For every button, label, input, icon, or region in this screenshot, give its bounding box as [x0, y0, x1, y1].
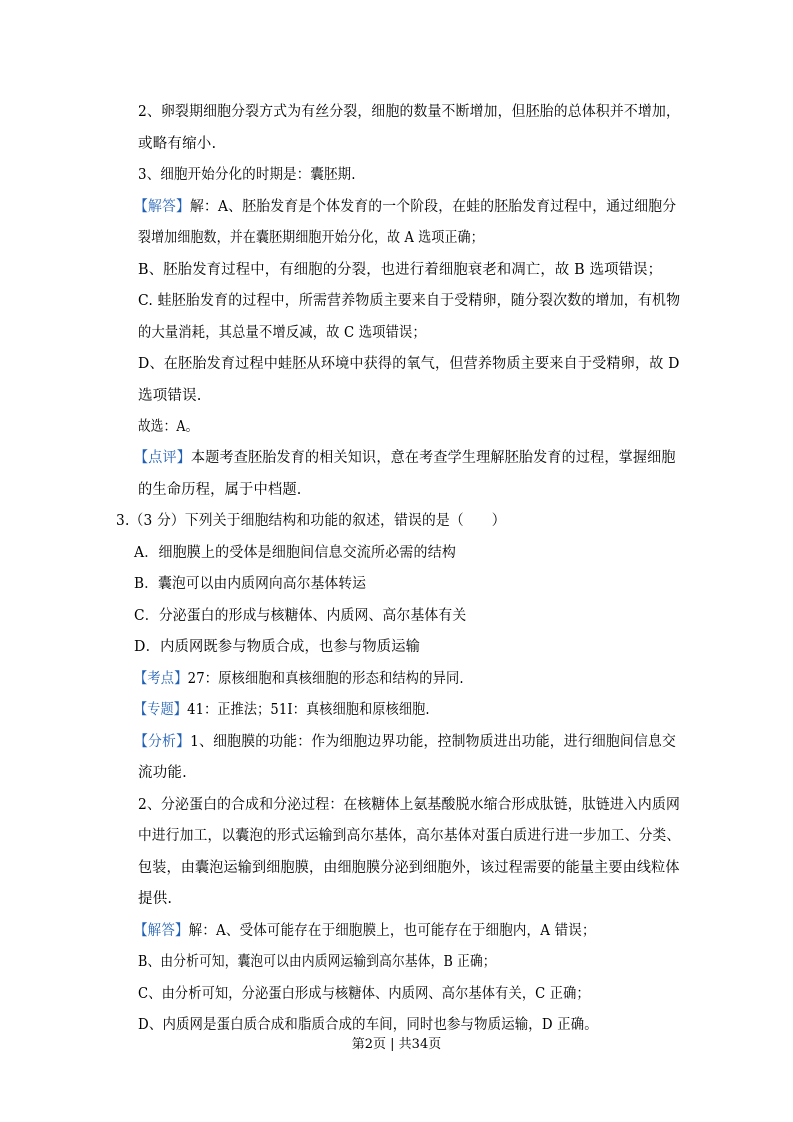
text-line	[138, 1015, 598, 1035]
text-line	[138, 763, 187, 783]
line-text: B、由分析可知，囊泡可以由内质网运输到高尔基体，B 正确；	[138, 954, 496, 970]
line-text: 提供.	[138, 891, 173, 907]
text-line	[138, 795, 680, 815]
text-line	[138, 354, 680, 374]
line-text: 故选：A。	[138, 419, 199, 435]
text-line	[138, 417, 198, 437]
line-text: 27：原核细胞和真核细胞的形态和结构的异同.	[187, 671, 464, 687]
text-line	[138, 889, 172, 909]
text-line	[138, 952, 496, 972]
line-text: D、在胚胎发育过程中蛙胚从环境中获得的氧气，但营养物质主要来自于受精卵，故 D	[138, 356, 680, 372]
line-text: C、由分析可知，分泌蛋白形成与核糖体、内质网、高尔基体有关，C 正确；	[138, 986, 590, 1002]
text-line	[134, 448, 676, 468]
page-footer: 第2页 | 共34页	[351, 1037, 442, 1052]
line-text: 3、细胞开始分化的时期是：囊胚期.	[138, 167, 356, 183]
text-line	[138, 291, 680, 311]
text-line	[134, 197, 676, 217]
text-line	[134, 921, 596, 941]
line-text: 或略有缩小.	[138, 136, 217, 152]
text-line	[134, 669, 464, 689]
text-line	[138, 386, 202, 406]
line-text: 解：A、胚胎发育是个体发育的一个阶段，在蛙的胚胎发育过程中，通过细胞分	[190, 199, 677, 215]
text-line	[138, 323, 426, 343]
line-text: 的生命历程，属于中档题.	[138, 482, 302, 498]
line-text: 本题考查胚胎发育的相关知识，意在考查学生理解胚胎发育的过程，掌握细胞	[191, 450, 676, 466]
text-line	[116, 511, 506, 531]
line-text: 1、细胞膜的功能：作为细胞边界功能，控制物质进出功能，进行细胞间信息交	[190, 734, 677, 750]
line-text: D、内质网是蛋白质合成和脂质合成的车间，同时也参与物质运输，D 正确。	[138, 1017, 598, 1033]
text-line	[134, 637, 420, 657]
text-line	[138, 228, 484, 248]
section-tag: 【点评】	[134, 450, 192, 466]
text-line	[134, 606, 466, 626]
section-tag: 【分析】	[134, 734, 191, 750]
text-line	[138, 858, 680, 878]
section-tag: 【解答】	[134, 199, 191, 215]
text-line	[138, 102, 680, 122]
text-line	[138, 134, 216, 154]
line-text: 41：正推法；51I：真核细胞和原核细胞.	[187, 702, 430, 718]
line-text: 2、卵裂期细胞分裂方式为有丝分裂，细胞的数量不断增加，但胚胎的总体积并不增加，	[138, 104, 681, 120]
text-line	[138, 826, 680, 846]
text-line	[134, 700, 430, 720]
line-text: 2、分泌蛋白的合成和分泌过程：在核糖体上氨基酸脱水缩合形成肽链，肽链进入内质网	[138, 797, 681, 813]
text-line	[138, 260, 662, 280]
line-text: C. 蛙胚胎发育的过程中，所需营养物质主要来自于受精卵，随分裂次数的增加，有机物	[138, 293, 681, 309]
line-text: 中进行加工，以囊泡的形式运输到高尔基体，高尔基体对蛋白质进行进一步加工、分类、	[138, 828, 681, 844]
line-text: 的大量消耗，其总量不增反减，故 C 选项错误；	[138, 325, 426, 341]
line-text: B．囊泡可以由内质网向高尔基体转运	[134, 576, 367, 592]
section-tag: 【考点】	[134, 671, 188, 687]
line-text: 解：A、受体可能存在于细胞膜上，也可能存在于细胞内，A 错误；	[188, 923, 596, 939]
text-line	[134, 543, 456, 563]
line-text: 3.（3 分）下列关于细胞结构和功能的叙述，错误的是（ ）	[116, 513, 506, 529]
line-text: 包装，由囊泡运输到细胞膜，由细胞膜分泌到细胞外，该过程需要的能量主要由线粒体	[138, 860, 680, 876]
text-line	[138, 480, 302, 500]
text-line	[134, 732, 676, 752]
section-tag: 【解答】	[134, 923, 189, 939]
line-text: D．内质网既参与物质合成，也参与物质运输	[134, 639, 421, 655]
line-text: A．细胞膜上的受体是细胞间信息交流所必需的结构	[134, 545, 457, 561]
line-text: C．分泌蛋白的形成与核糖体、内质网、高尔基体有关	[134, 608, 467, 624]
text-line	[134, 574, 366, 594]
text-line	[138, 165, 356, 185]
line-text: B、胚胎发育过程中，有细胞的分裂，也进行着细胞衰老和凋亡，故 B 选项错误；	[138, 262, 663, 278]
line-text: 选项错误.	[138, 388, 202, 404]
section-tag: 【专题】	[134, 702, 188, 718]
line-text: 裂增加细胞数，并在囊胚期细胞开始分化，故 A 选项正确；	[138, 230, 484, 246]
text-line	[138, 984, 590, 1004]
line-text: 流功能.	[138, 765, 187, 781]
